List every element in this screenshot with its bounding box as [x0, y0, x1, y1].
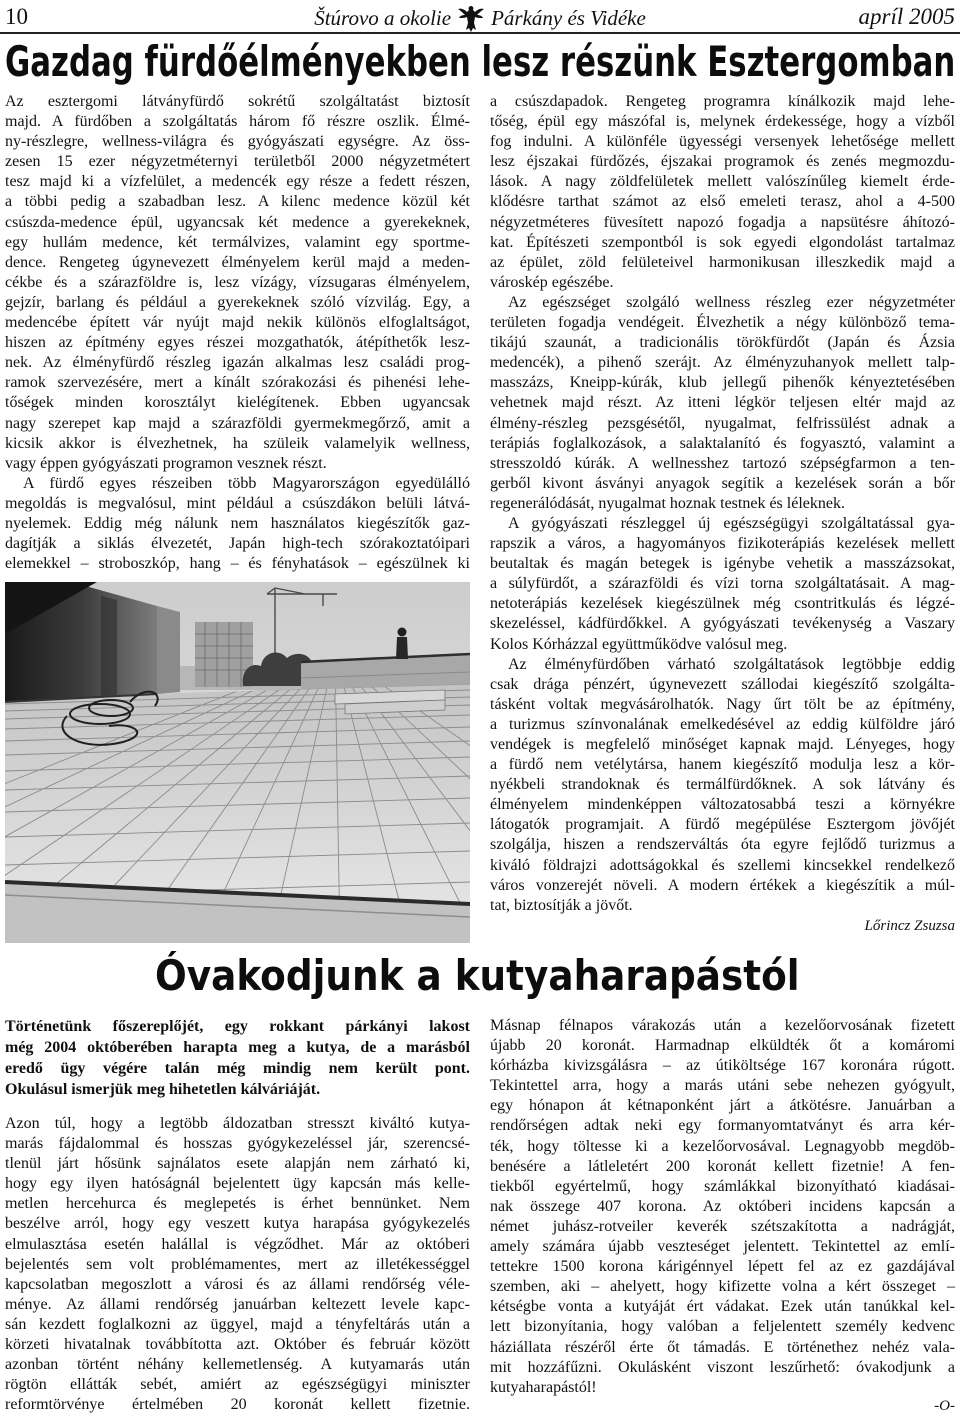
- text-line: regenerálódását, nyugalmat hoznak testnek és léleknek.: [490, 494, 845, 512]
- text-line: masszázs, Kneipp-kúrák, klub jellegű pihenők kényeztetésében: [490, 374, 955, 392]
- text-line: eredő ügy végére talán még mindig nem került pont.: [5, 1060, 470, 1077]
- text-line: azonban történt néhány kellemetlenség. A kutyamarás után: [5, 1356, 470, 1374]
- text-line: Történetünk főszereplőjét, egy rokkant párkányi lakost: [5, 1018, 470, 1035]
- text-line: majd. A fürdőben a szolgáltatás három fő részre oszlik. Élmé-: [5, 113, 470, 131]
- text-line: Kolos Kórházzal együttműködve valósul meg.: [490, 635, 788, 653]
- text-line: a súlyfürdőt, a szárazföldi és vízi torna szolgáltatásait. A mag-: [490, 575, 955, 593]
- pool-construction-photo: [5, 582, 470, 943]
- text-line: megoldás is megvalósul, mint például a csúszdákon belüli látvá-: [5, 494, 470, 512]
- publication-name-hungarian: Párkány és Vidéke: [491, 6, 646, 30]
- article-headline-2: Óvakodjunk a kutyaharapástól: [155, 951, 800, 1000]
- text-line: marás fájdalommal és hosszas gyógykezeléssel jár, szerencsé-: [5, 1135, 470, 1153]
- text-line: egy hullám medence, két termálvizes, valamint egy sportme-: [5, 233, 470, 251]
- text-line: kétségbe vonta a kutyáját ért vádakat. Ezek után tanúkkal kel-: [490, 1298, 955, 1316]
- text-line: bejelentés sem volt problémamentes, mert az illetékességgel: [5, 1255, 470, 1273]
- text-line: gerből kivont ásványi anyagok segítik a kezelések során a bőr: [490, 474, 955, 492]
- text-line: a turizmus színvonalának emelkedésével az eddig külföldre járó: [490, 715, 955, 733]
- text-line: medencébe épített vár nyújt majd nekik különös elfoglaltságot,: [5, 314, 470, 332]
- headline-box-2: [155, 948, 800, 1004]
- text-line: A gyógyászati részleggel új egészségügyi szolgáltatással gya-: [508, 514, 955, 532]
- eagle-emblem-icon: [457, 3, 485, 33]
- text-line: rögtön ellátták sebét, amiért az egészségügyi miniszter: [5, 1376, 470, 1394]
- photo-illustration: [5, 582, 470, 943]
- text-line: hogy egy ilyen hatóságnál bejelentett ügy kapcsán más kelle-: [5, 1175, 470, 1193]
- article-column-right: [490, 92, 955, 916]
- text-line: Okulásul ismerjük meg hihetetlen kálváriáját.: [5, 1081, 321, 1098]
- text-line: kat. Építészeti szempontból is sok egyedi elgondolást tartalmaz: [490, 233, 955, 251]
- headline-box: [5, 36, 955, 88]
- article-column-left: [5, 92, 470, 574]
- text-line: területen fogadja vendégeit. Élvezhetik a négy különböző tema-: [490, 314, 955, 332]
- text-line: a fürdő nem vetélytársa, hanem kiegészítő modulja lesz a kör-: [490, 756, 955, 774]
- text-line: nyelemek. Eddig még nálunk nem használatos kiegészítők gaz-: [5, 514, 470, 532]
- text-line: tőség, épül egy mászófal is, melynek érdekessége, hogy a vízből: [490, 113, 955, 131]
- text-line: Tekintettel arra, hogy a marás utáni sebe nehezen gyógyult,: [490, 1077, 955, 1095]
- text-line: tikájú szaunát, a tradicionális törökfürdőt (Japán és Ázsia: [490, 334, 955, 352]
- text-line: dence. Rengeteg úgynevezett élményelem kerül majd a meden-: [5, 253, 470, 271]
- text-line: nagy szerepet kap majd a szárazföldi gyermekmegőrző, amit a: [5, 414, 470, 432]
- text-line: élményelem mindenképpen változatosabbá teszi a környékre: [490, 796, 955, 814]
- text-line: Az esztergomi látványfürdő sokrétű szolgáltatást biztosít: [5, 93, 470, 110]
- page-number: 10: [5, 4, 28, 29]
- text-line: szolgálja, hiszen a rendszerváltás óta egyre fejlődő turizmus a: [490, 836, 955, 854]
- text-line: négyzetméteres füvesített napozó fogadja a napsütésre áhítozó-: [490, 213, 955, 231]
- text-line: az épület, zöld felületeivel harmonikusan illeszkedik majd a: [490, 253, 955, 271]
- article-column-left-2: [5, 1114, 470, 1415]
- text-line: tiekből egyértelmű, hogy számlákkal bizonyítható kiadásai-: [490, 1177, 955, 1195]
- text-line: nyékbeli strandoknak és termálfürdőknek. A sok látvány és: [490, 776, 955, 794]
- text-line: élmény-részleg pezsgésétől, nyugalmat, felfrissülést adnak a: [490, 414, 955, 432]
- text-line: német juhász-rotveiler keverék szétszakította a nadrágját,: [490, 1217, 955, 1235]
- text-line: nek. Az élményfürdő részleg igazán alkalmas lesz családi prog-: [5, 354, 470, 372]
- text-line: netoterápiás kezelések kiegészülnek még csontritkulás és légzé-: [490, 595, 955, 613]
- text-line: kicsik akkor is élvezhetnek, ha szüleik valamelyik wellness,: [5, 434, 470, 452]
- text-line: klődésre tarthat számot az első emeleti terasz, ahol a 4-500: [490, 193, 955, 211]
- text-line: amely számára újabb veszteséget jelentett. Tekintettel az emlí-: [490, 1238, 955, 1256]
- text-line: lett bizonyítania, hogy valóban a feljelentett személy kedvenc: [490, 1318, 955, 1336]
- text-line: Másnap félnapos várakozás után a kezelőorvosának fizetett: [490, 1017, 955, 1034]
- text-line: cékbe és a szárazföldre is, lesz vízágy, vízsugaras élményelem,: [5, 273, 470, 291]
- article-signature: -O-: [934, 1398, 955, 1414]
- text-line: gejzír, barlang és például a gyerekeknek szóló vízvilág. Egy, a: [5, 293, 470, 311]
- text-line: metlen hercehurca és meglepetés is érhet bennünket. Nem: [5, 1195, 470, 1213]
- text-line: város vonzerejét növeli. A modern értékek a kiegészítik a múl-: [490, 876, 955, 894]
- text-line: Az élményfürdőben várható szolgáltatások legtöbbje eddig: [508, 655, 955, 673]
- text-line: lesz éjszakai fürdőzés, éjszakai programok és zenés megmozdu-: [490, 153, 955, 171]
- text-line: terápiás foglalkozások, a salaktalanító és fogyasztó, valamint a: [490, 434, 955, 452]
- text-line: ménye. Az állami rendőrség januárban keltezett levele kapc-: [5, 1295, 470, 1313]
- text-line: zesen 15 ezer négyzetméternyi területből 2000 négyzetmétert: [5, 153, 470, 171]
- text-line: tlenül járt hősünk sajnálatos esete alapján nem zárható ki,: [5, 1155, 470, 1173]
- text-line: lások. A nagy zöldfelületek mellett valószínűleg kiemelt érde-: [490, 173, 955, 191]
- text-line: skezeléssel, kádfürdőkkel. A gyógyászati tevékenység a Vaszary: [490, 615, 955, 633]
- text-line: ték, hogy töltesse ki a kezelőorvosával. Legnagyobb megdöb-: [490, 1137, 955, 1155]
- text-line: a csúszdapadok. Rengeteg programra kínálkozik majd lehe-: [490, 93, 955, 110]
- text-line: fog indulni. A különféle ügyességi versenyek lehetősége mellett: [490, 133, 955, 151]
- text-line: még 2004 októberében harapta meg a kutya, de a marásból: [5, 1039, 470, 1056]
- text-line: rapszik a város, a hagyományos fizikoterápiás kezelések mellett: [490, 535, 955, 553]
- text-line: kiváló földrajzi adottságokkal és szellemi kincsekkel rendelkező: [490, 856, 955, 874]
- text-line: elmulasztása esetén halállal is végződhet. Már az októberi: [5, 1235, 470, 1253]
- text-line: ny-részlegre, wellness-világra és gyógyászati egységre. Az öss-: [5, 133, 470, 151]
- header-rule: [0, 32, 960, 34]
- article-lead: [5, 1016, 470, 1100]
- text-line: újabb 20 koronát. Harmadnap elküldték őt a komáromi: [490, 1037, 955, 1055]
- text-line: dagítják a siklás élvezetét, Japán high-tech szórakoztatóipari: [5, 535, 470, 553]
- text-line: vehetnek majd részt. Az itteni légkör teljesen eltér majd az: [490, 394, 955, 412]
- text-line: reformtörvénye értelmében 20 koronát kellett fizetnie.: [5, 1396, 470, 1414]
- text-line: tőségek minden korosztályt kielégítenek. Ebben ugyancsak: [5, 394, 470, 412]
- text-line: A fürdő egyes részeiben több Magyarországon egyedülálló: [23, 474, 470, 492]
- text-line: vendégek is megfelelő minőséget kapnak majd. Lényeges, hogy: [490, 736, 955, 753]
- text-line: szemben, aki – ahelyett, hogy kifizette volna a kért összeget –: [490, 1278, 955, 1296]
- text-line: tesz majd ki a vízfelület, a medencék egy része a fedett részen,: [5, 173, 470, 191]
- text-line: ramok szervezésére, mert a kínált szórakozási és pihenési lehe-: [5, 374, 470, 392]
- text-line: látogatók programjait. A fürdő megépülése Esztergom jövőjét: [490, 816, 955, 834]
- text-line: hiszen az építmény egyes részei mozgathatók, átépíthetők lesz-: [5, 334, 470, 352]
- text-line: csúszda-medence épül, ugyancsak két medence a gyerekeknek,: [5, 213, 470, 231]
- article-author: Lőrincz Zsuzsa: [864, 918, 955, 934]
- text-line: kutyaharapástól!: [490, 1378, 597, 1396]
- text-line: kapcsolatban megoszlott a városi és az állami rendőrség véle-: [5, 1275, 470, 1293]
- text-line: vagy éppen gyógyászati programon vesznek részt.: [5, 454, 327, 472]
- text-line: rendőrségen adtak neki egy formanyomtatványt és arra kér-: [490, 1117, 955, 1135]
- text-line: Az egészséget szolgáló wellness részleg ezer négyzetméter: [508, 293, 955, 311]
- article-headline: Gazdag fürdőélményekben lesz részünk Esztergomban: [5, 37, 956, 86]
- text-line: háziállata részéről érte őt támadás. E történethez nehéz vala-: [490, 1338, 955, 1356]
- publication-name-slovak: Štúrovo a okolie: [314, 6, 452, 30]
- issue-date: apríl 2005: [858, 4, 955, 29]
- text-line: városkép egészébe.: [490, 273, 614, 291]
- text-line: a többi pedig a szabadban lesz. A kilenc medence közül két: [5, 193, 470, 211]
- text-line: csak drága pénzért, úgynevezett szállodai kiegészítő szolgálta-: [490, 675, 955, 693]
- text-line: kórházba kivizsgálásra – az útiköltsége 167 koronára rúgott.: [490, 1057, 955, 1075]
- text-line: Azon túl, hogy a legtöbb áldozatban stresszt kiváltó kutya-: [5, 1115, 470, 1132]
- text-line: tásként voltak megvásárolhatók. Nagy űrt tölt be az építmény,: [490, 695, 955, 713]
- text-line: nak összege 407 korona. Az októberi incidens kapcsán a: [490, 1197, 955, 1215]
- text-line: sán kezdett foglalkozni az üggyel, majd a tényfeltárás után a: [5, 1315, 470, 1333]
- text-line: mit hozzáfűzni. Okulásként viszont leszűrhető: óvakodjunk a: [490, 1358, 955, 1376]
- text-line: medencék), a pihenő szerájt. Az élményzuhanyok mellett talp-: [490, 354, 955, 372]
- text-line: elemekkel – stroboszkóp, hang – és fényhatások – egészülnek ki: [5, 555, 470, 573]
- text-line: beutaltak és magán betegek is igénybe vehetik a masszázsokat,: [490, 555, 955, 573]
- text-line: tat, biztosítják a jövőt.: [490, 896, 633, 914]
- text-line: beszélve arról, hogy egy veszett kutya harapása gyógykezelés: [5, 1215, 470, 1233]
- text-line: egy hónapon át kétnaponként járt a átkötésre. Januárban a: [490, 1097, 955, 1115]
- text-line: stresszoldó kúrák. A wellnesshez tartozó szépségfarmon a ten-: [490, 454, 955, 472]
- article-column-right-2: [490, 1016, 955, 1398]
- text-line: benésére a látleletért 200 koronát kellett fizetnie! A fen-: [490, 1157, 955, 1175]
- text-line: tettekre 1500 korona kárigénnyel lépett fel az ez gazdájával: [490, 1258, 955, 1276]
- text-line: körzeti hivatalnak továbbította azt. Október és február között: [5, 1336, 470, 1354]
